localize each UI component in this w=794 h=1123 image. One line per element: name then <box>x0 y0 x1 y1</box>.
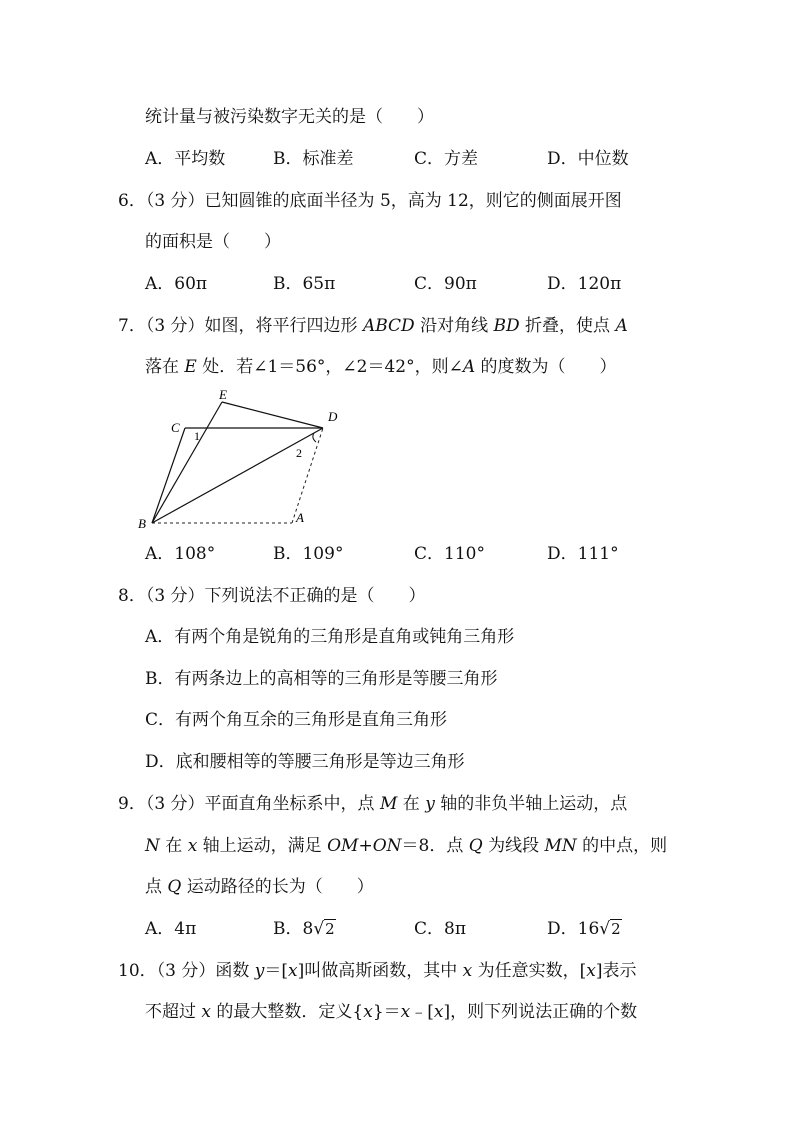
q7-option-a[interactable]: A．108° <box>145 544 216 564</box>
q9-option-b[interactable]: B．8√2 <box>273 919 335 939</box>
label-angle-2: 2 <box>296 446 302 460</box>
label-d: D <box>328 409 338 424</box>
edge-bd <box>152 428 323 523</box>
label-e: E <box>219 387 227 402</box>
q5-option-a[interactable]: A．平均数 <box>145 149 226 169</box>
q7-figure <box>130 385 360 535</box>
q6-option-d[interactable]: D．120π <box>547 274 622 294</box>
sqrt-symbol: √2 <box>599 919 621 939</box>
q5-option-b[interactable]: B．标准差 <box>273 149 354 169</box>
label-angle-1: 1 <box>194 429 200 443</box>
label-a: A <box>296 510 304 525</box>
angle-2-arc <box>313 433 316 442</box>
q8-option-b[interactable]: B．有两条边上的高相等的三角形是等腰三角形 <box>145 669 498 689</box>
edge-be <box>152 402 222 523</box>
q7-stem-line1: 7．（3 分）如图，将平行四边形 ABCD 沿对角线 BD 折叠，使点 A <box>118 316 628 336</box>
q7-option-d[interactable]: D．111° <box>547 544 619 564</box>
q9-option-a[interactable]: A．4π <box>145 919 197 939</box>
q6-stem-line2: 的面积是（ ） <box>145 232 281 252</box>
q7-option-c[interactable]: C．110° <box>414 544 485 564</box>
q5-option-c[interactable]: C．方差 <box>414 149 479 169</box>
label-b: B <box>138 516 146 531</box>
q6-stem-line1: 6．（3 分）已知圆锥的底面半径为 5，高为 12，则它的侧面展开图 <box>118 191 622 211</box>
q9-stem-line2: N 在 x 轴上运动，满足 OM+ON＝8．点 Q 为线段 MN 的中点，则 <box>145 836 668 856</box>
q10-stem-line2: 不超过 x 的最大整数．定义{x}＝x﹣[x]，则下列说法正确的个数 <box>145 1002 638 1022</box>
q6-option-c[interactable]: C．90π <box>414 274 477 294</box>
q9-option-c[interactable]: C．8π <box>414 919 466 939</box>
q7-option-b[interactable]: B．109° <box>273 544 344 564</box>
q5-stem-cont: 统计量与被污染数字无关的是（ ） <box>145 107 434 127</box>
q6-option-b[interactable]: B．65π <box>273 274 336 294</box>
q9-option-d[interactable]: D．16√2 <box>547 919 621 939</box>
q5-option-d[interactable]: D．中位数 <box>547 149 629 169</box>
q7-stem-line2: 落在 E 处．若∠1＝56°，∠2＝42°，则∠A 的度数为（ ） <box>145 357 617 377</box>
q8-option-a[interactable]: A．有两个角是锐角的三角形是直角或钝角三角形 <box>145 627 515 647</box>
q10-stem-line1: 10．（3 分）函数 y＝[x]叫做高斯函数，其中 x 为任意实数，[x]表示 <box>118 961 637 981</box>
q8-option-c[interactable]: C．有两个角互余的三角形是直角三角形 <box>145 710 448 730</box>
q8-option-d[interactable]: D．底和腰相等的等腰三角形是等边三角形 <box>145 752 465 772</box>
q9-stem-line3: 点 Q 运动路径的长为（ ） <box>145 877 374 897</box>
q9-stem-line1: 9．（3 分）平面直角坐标系中，点 M 在 y 轴的非负半轴上运动，点 <box>118 794 628 814</box>
sqrt-symbol: √2 <box>313 919 335 939</box>
label-c: C <box>171 420 180 435</box>
q6-option-a[interactable]: A．60π <box>145 274 208 294</box>
q8-stem: 8．（3 分）下列说法不正确的是（ ） <box>118 586 426 606</box>
edge-ed <box>222 402 323 428</box>
